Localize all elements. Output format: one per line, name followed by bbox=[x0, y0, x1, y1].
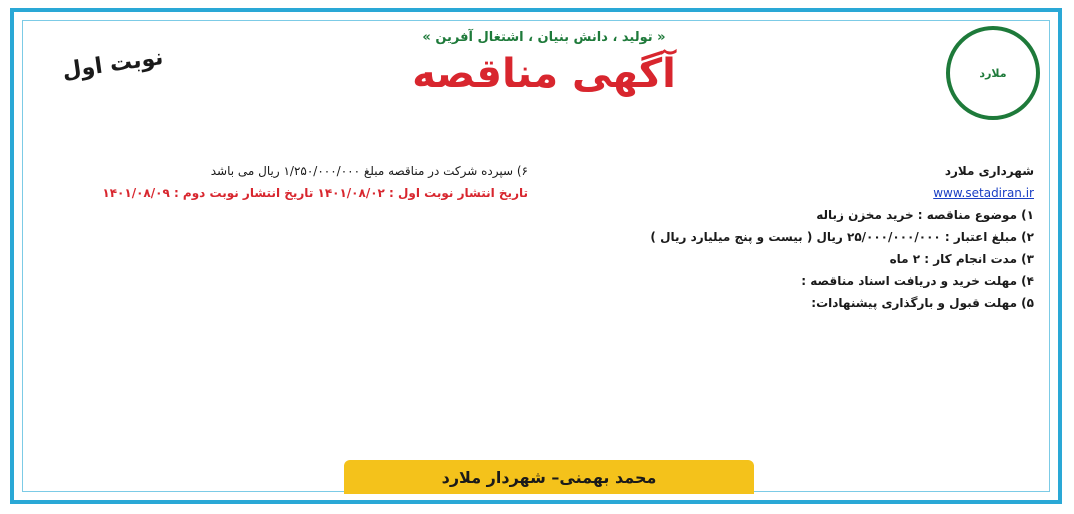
link-1[interactable]: www.setadiran.ir bbox=[933, 186, 1034, 200]
logo-text: ملارد bbox=[979, 66, 1007, 80]
right-column bbox=[544, 162, 1034, 316]
municipality-logo bbox=[946, 26, 1040, 120]
signature-bar bbox=[344, 460, 754, 494]
subject: ۱) موضوع مناقصه : خرید مخزن زباله bbox=[816, 208, 1034, 222]
heading-5: ۵) مهلت قبول و بارگذاری پیشنهادات: bbox=[811, 296, 1034, 310]
duration: ۳) مدت انجام کار : ۲ ماه bbox=[889, 252, 1034, 266]
turn-label: نوبت اول bbox=[60, 45, 165, 84]
signature: محمد بهمنی– شهردار ملارد bbox=[441, 467, 657, 487]
left-column bbox=[38, 162, 528, 206]
item-6: ۶) سپرده شرکت در مناقصه مبلغ ۱/۲۵۰/۰۰۰/۰۰۰ ریال می باشد bbox=[210, 164, 528, 178]
heading-4: ۴) مهلت خرید و دریافت اسناد مناقصه : bbox=[801, 274, 1034, 288]
budget: ۲) مبلغ اعتبار : ۲۵/۰۰۰/۰۰۰/۰۰۰ ریال ( بیست و پنج میلیارد ریال ) bbox=[650, 230, 1034, 244]
intro: شهرداری ملارد bbox=[944, 164, 1034, 178]
slogan: « تولید ، دانش بنیان ، اشتغال آفرین » bbox=[422, 30, 666, 45]
publish-dates: تاریخ انتشار نوبت اول : ۱۴۰۱/۰۸/۰۲ تاریخ انتشار نوبت دوم : ۱۴۰۱/۰۸/۰۹ bbox=[102, 186, 528, 200]
header bbox=[314, 30, 774, 97]
notice-frame bbox=[10, 8, 1062, 504]
page-title: آگهی مناقصه bbox=[412, 51, 676, 97]
